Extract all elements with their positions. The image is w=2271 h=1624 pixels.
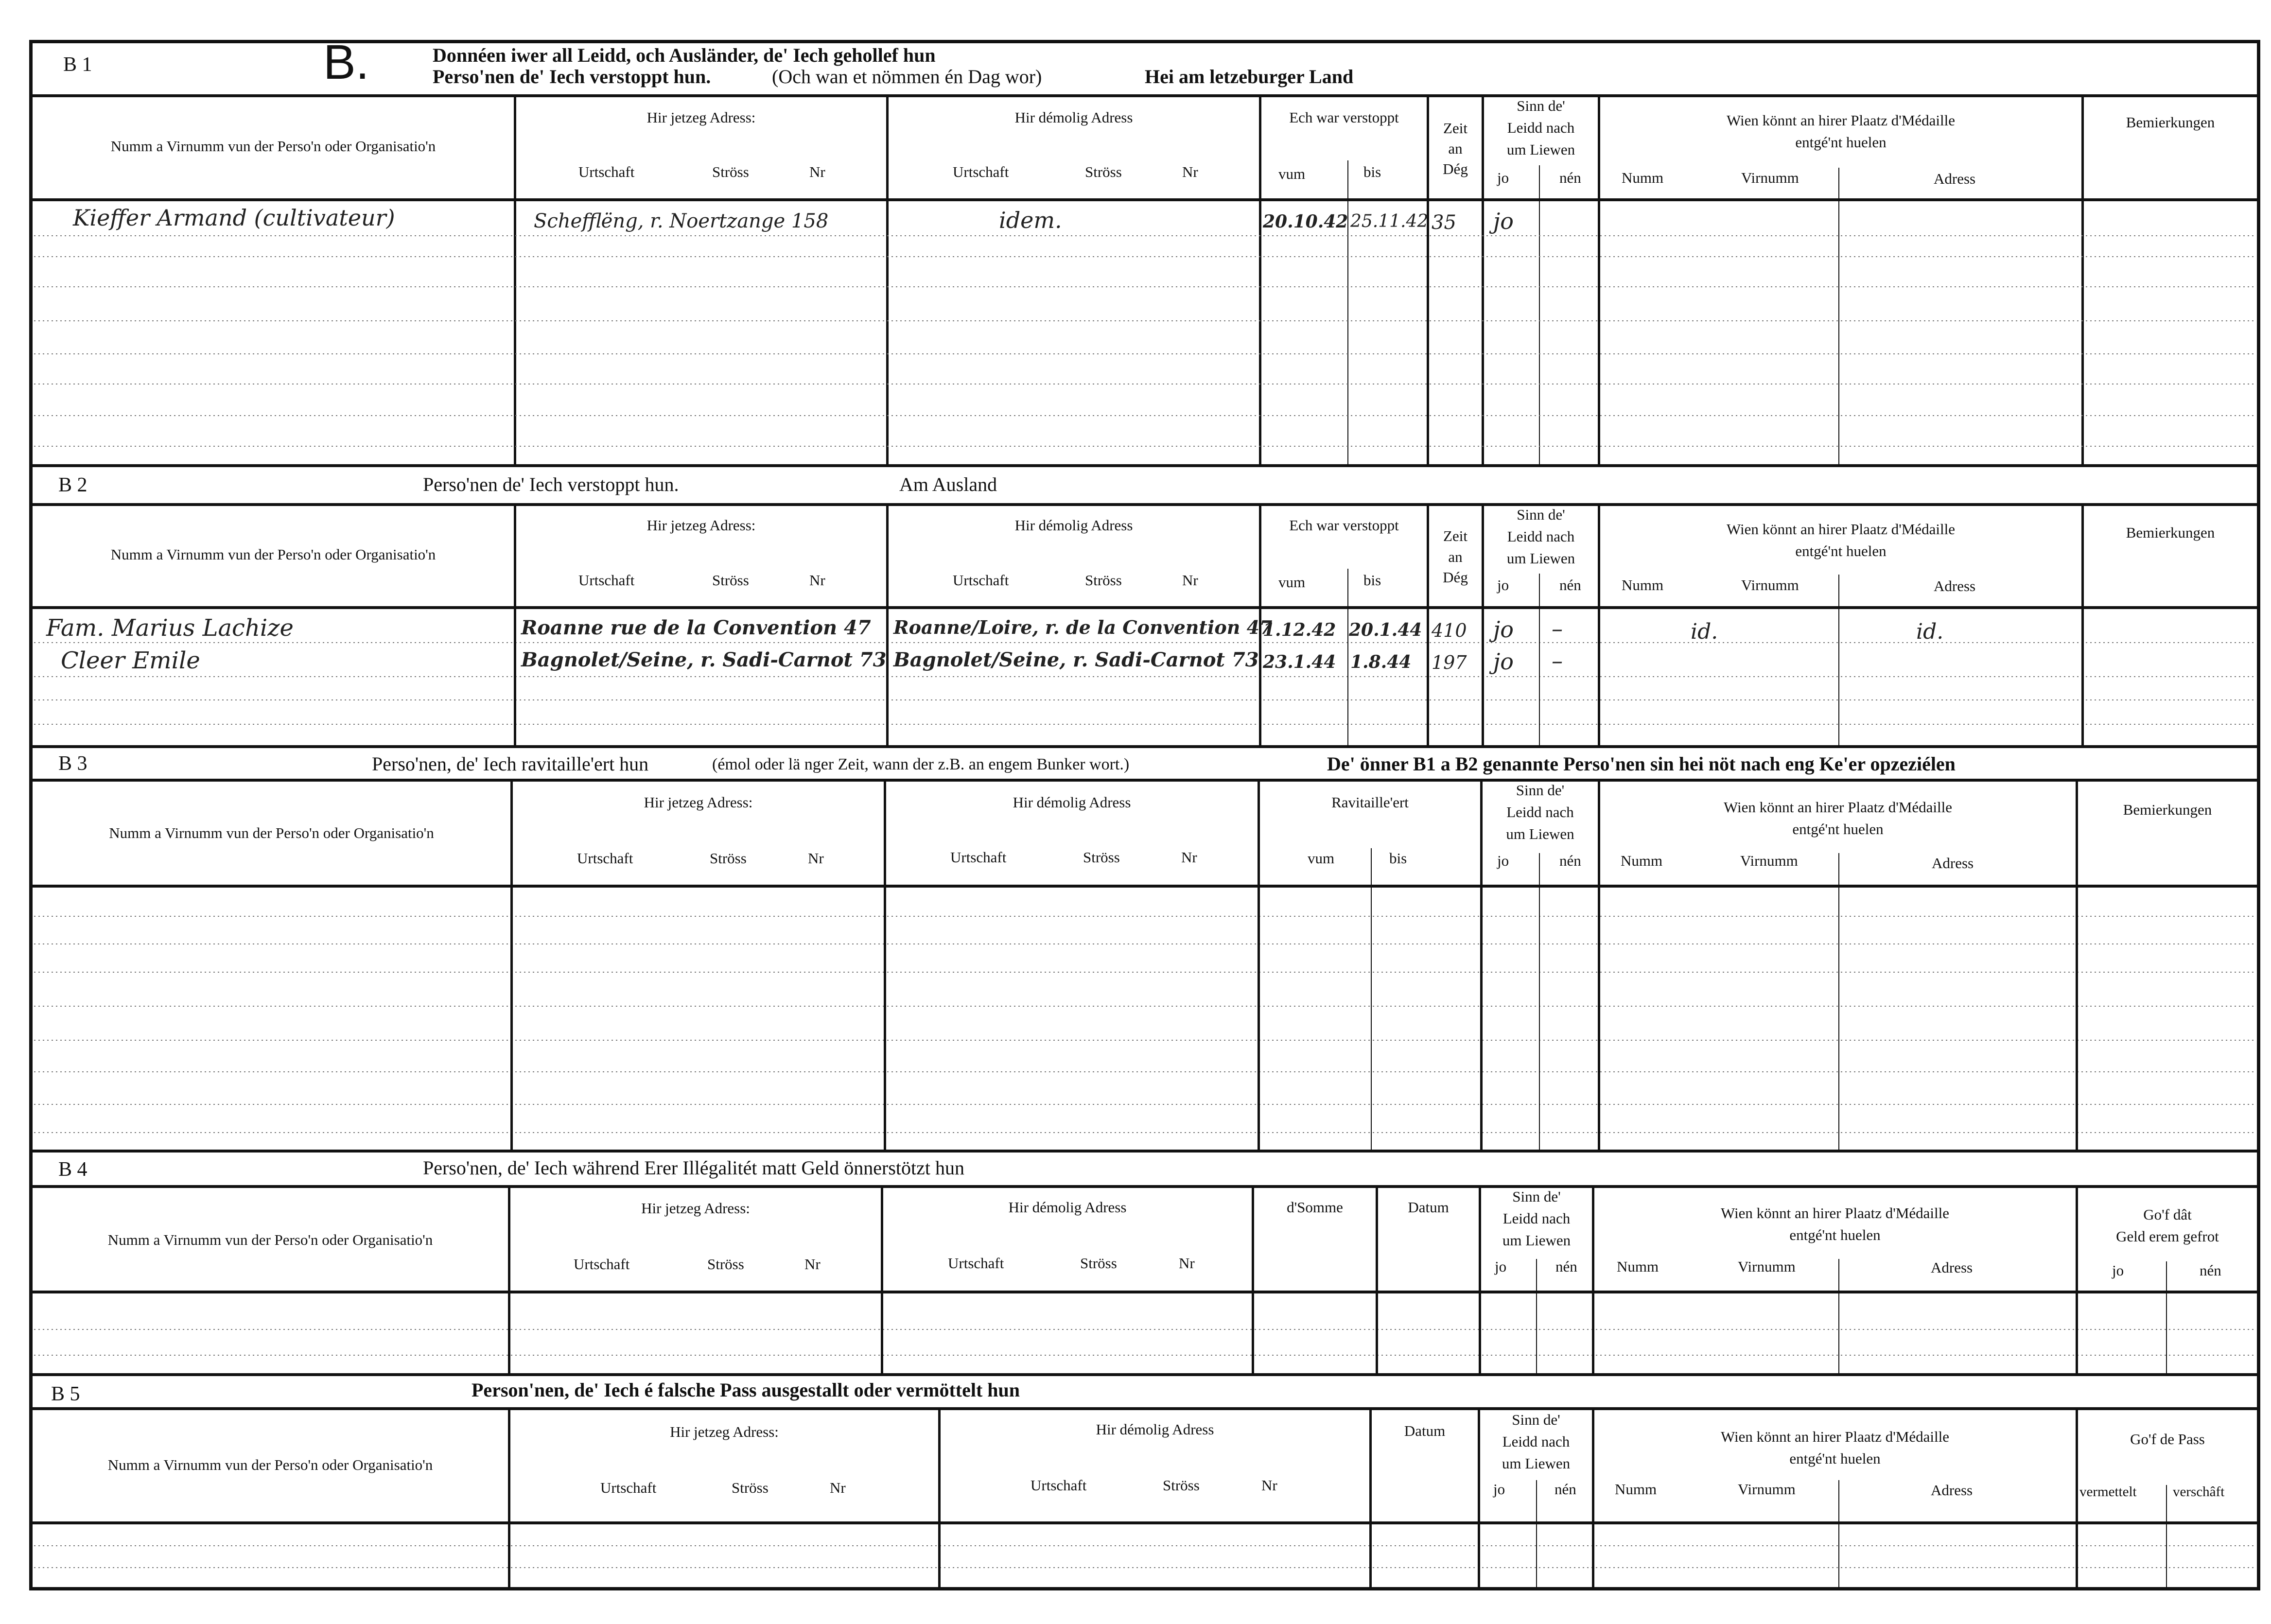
b1-header-sinn-2: Leidd nach	[1507, 119, 1575, 136]
b1-title-paren: (Och wan et nömmen én Dag wor)	[772, 66, 1042, 87]
b3-header-vum: vum	[1308, 850, 1335, 867]
b2-sub-divider	[1838, 575, 1839, 747]
b2-header-stross-2: Ströss	[1085, 572, 1122, 589]
b2-header-sinn-1: Sinn de'	[1517, 506, 1565, 523]
b5-header-urtschaft-2: Urtschaft	[1031, 1477, 1087, 1494]
b2-header-zeit-an: an	[1448, 548, 1463, 565]
b3-title-note: De' önner B1 a B2 genannte Perso'nen sin hei nöt nach eng Ke'er opzeziélen	[1327, 753, 1956, 775]
b2-col-divider	[514, 503, 516, 747]
b1-letter: B.	[323, 35, 369, 89]
b1-header-nr-2: Nr	[1182, 163, 1198, 180]
b1-row1-bis: 25.11.42	[1350, 211, 1429, 231]
b4-header-gof-geld-2: Geld erem gefrot	[2116, 1228, 2219, 1245]
b3-col-divider	[2076, 779, 2078, 1151]
b1-row1-vum: 20.10.42	[1263, 211, 1348, 232]
b4-header-nr: Nr	[804, 1256, 821, 1273]
b4-header-sinn-2: Leidd nach	[1502, 1210, 1571, 1227]
b4-bottom-rule	[29, 1373, 2260, 1376]
b4-header-nr-2: Nr	[1179, 1255, 1195, 1272]
b1-header-nen: nén	[1559, 169, 1581, 186]
b1-header-bis: bis	[1363, 163, 1381, 180]
b2-code: B 2	[58, 474, 87, 496]
b1-row1-former: idem.	[999, 207, 1062, 233]
b5-header-nr-2: Nr	[1261, 1477, 1277, 1494]
b2-row1-bis: 20.1.44	[1349, 620, 1422, 640]
b2-header-current-address: Hir jetzeg Adress:	[646, 517, 756, 534]
b1-header-hidden: Ech war verstoppt	[1289, 109, 1399, 126]
b2-title: Perso'nen de' Iech verstoppt hun.	[423, 473, 679, 495]
b3-header-name: Numm a Virnumm vun der Perso'n oder Organisatio'n	[109, 824, 434, 841]
b4-sub-divider	[1536, 1259, 1537, 1375]
b5-code: B 5	[51, 1383, 80, 1405]
b2-header-name: Numm a Virnumm vun der Perso'n oder Organisatio'n	[110, 546, 436, 563]
b3-col-divider	[510, 779, 513, 1151]
b2-header-adress: Adress	[1934, 577, 1976, 594]
b3-header-adress: Adress	[1932, 855, 1974, 872]
b1-row1-jo: jo	[1493, 208, 1514, 234]
b2-col-divider	[886, 503, 889, 747]
b3-header-ravitaille: Ravitaille'ert	[1331, 794, 1409, 811]
b3-code: B 3	[58, 752, 87, 775]
b1-header-medal-2: entgé'nt huelen	[1795, 134, 1887, 151]
b2-header-numm: Numm	[1622, 576, 1664, 594]
b5-header-nen: nén	[1555, 1481, 1576, 1498]
b3-header-nr-2: Nr	[1181, 849, 1197, 866]
b2-header-sinn-2: Leidd nach	[1507, 528, 1575, 545]
b1-title-land: Hei am letzeburger Land	[1145, 66, 1354, 87]
b1-header-urtschaft: Urtschaft	[578, 163, 635, 180]
b3-header-nr: Nr	[808, 850, 824, 867]
b4-header-sinn-3: um Liewen	[1502, 1232, 1571, 1249]
b3-sub-divider	[1371, 848, 1372, 1151]
b5-header-numm: Numm	[1615, 1481, 1657, 1498]
b5-header-sinn-3: um Liewen	[1502, 1455, 1571, 1472]
b2-row2-former: Bagnolet/Seine, r. Sadi-Carnot 73	[893, 648, 1259, 671]
b4-sub-divider	[2166, 1261, 2167, 1375]
b4-header-top-rule	[29, 1185, 2260, 1188]
b2-row2-current: Bagnolet/Seine, r. Sadi-Carnot 73	[521, 648, 887, 671]
b1-header-name: Numm a Virnumm vun der Perso'n oder Organisatio'n	[110, 138, 436, 155]
b3-sub-divider	[1539, 853, 1540, 1151]
b2-header-bis: bis	[1363, 572, 1381, 589]
b3-header-current-address: Hir jetzeg Adress:	[644, 794, 753, 811]
b2-row1-nen: –	[1552, 615, 1563, 642]
b4-header-medal-1: Wien könnt an hirer Plaatz d'Médaille	[1720, 1205, 1950, 1222]
b2-header-hidden: Ech war verstoppt	[1289, 517, 1399, 534]
b1-header-zeit: Zeit	[1443, 120, 1467, 137]
b3-header-bis: bis	[1389, 850, 1407, 867]
b5-title: Person'nen, de' Iech é falsche Pass ausgestallt oder vermöttelt hun	[472, 1379, 1020, 1401]
b4-code: B 4	[58, 1158, 87, 1181]
b3-title: Perso'nen, de' Iech ravitaille'ert hun	[372, 753, 649, 775]
b4-header-former-address: Hir démolig Adress	[1008, 1199, 1127, 1216]
b5-header-current-address: Hir jetzeg Adress:	[670, 1423, 779, 1440]
b5-header-adress: Adress	[1931, 1482, 1973, 1499]
b1-header-numm: Numm	[1622, 169, 1664, 186]
b2-sub-divider	[1539, 574, 1540, 747]
b4-header-adress: Adress	[1931, 1259, 1973, 1276]
b2-row2-jo: jo	[1493, 648, 1514, 675]
b3-header-stross: Ströss	[710, 850, 747, 867]
b2-header-zeit: Zeit	[1443, 527, 1467, 544]
b2-header-jo: jo	[1497, 576, 1509, 594]
b5-header-sinn-2: Leidd nach	[1502, 1433, 1570, 1450]
b1-row1-days: 35	[1432, 211, 1456, 234]
b3-header-top-rule	[29, 779, 2260, 782]
b4-header-bottom-rule	[29, 1291, 2260, 1293]
b2-row2-vum: 23.1.44	[1263, 652, 1336, 672]
b1-header-stross: Ströss	[712, 163, 749, 180]
b4-header-virnumm: Virnumm	[1738, 1258, 1796, 1275]
b3-header-urtschaft: Urtschaft	[577, 850, 633, 867]
b3-header-sinn-2: Leidd nach	[1506, 803, 1574, 821]
b5-header-gof-pass: Go'f de Pass	[2130, 1431, 2205, 1448]
b2-header-zeit-deg: Dég	[1443, 569, 1468, 586]
b5-header-jo: jo	[1493, 1481, 1505, 1498]
b3-header-medal-2: entgé'nt huelen	[1792, 821, 1884, 838]
b2-row2-bis: 1.8.44	[1350, 652, 1412, 672]
b3-bottom-rule	[29, 1150, 2260, 1153]
b2-row1-medal-adress: id.	[1916, 619, 1944, 644]
b1-row1-name: Kieffer Armand (cultivateur)	[73, 205, 395, 231]
b3-title-paren: (émol oder lä nger Zeit, wann der z.B. an engem Bunker wort.)	[712, 755, 1130, 773]
b5-header-vermettelt: vermettelt	[2079, 1484, 2137, 1500]
b3-header-former-address: Hir démolig Adress	[1013, 794, 1131, 811]
b1-title-line2: Perso'nen de' Iech verstoppt hun.	[433, 66, 711, 87]
b1-code: B 1	[63, 53, 92, 76]
b3-header-sinn-1: Sinn de'	[1516, 782, 1565, 799]
b4-header-numm: Numm	[1617, 1258, 1659, 1275]
b2-header-remarks: Bemierkungen	[2126, 524, 2215, 541]
b4-header-urtschaft-2: Urtschaft	[948, 1255, 1004, 1272]
b5-sub-divider	[1838, 1480, 1839, 1589]
b2-sub-divider	[1347, 569, 1348, 747]
b4-header-sinn-1: Sinn de'	[1512, 1188, 1561, 1205]
b1-header-sinn-1: Sinn de'	[1517, 97, 1565, 114]
b1-row1-current: Schefflëng, r. Noertzange 158	[534, 210, 829, 232]
b2-header-urtschaft: Urtschaft	[578, 572, 635, 589]
b2-title-right: Am Ausland	[899, 473, 997, 495]
b2-header-nen: nén	[1559, 576, 1581, 594]
b4-header-datum: Datum	[1408, 1199, 1449, 1216]
b1-header-vum: vum	[1278, 165, 1306, 182]
b3-col-divider	[884, 779, 886, 1151]
b3-header-jo: jo	[1497, 852, 1509, 869]
b3-header-urtschaft-2: Urtschaft	[950, 849, 1007, 866]
b2-row1-former: Roanne/Loire, r. de la Convention 47	[893, 616, 1273, 638]
b5-header-stross: Ströss	[732, 1479, 769, 1496]
b1-header-sinn-3: um Liewen	[1506, 141, 1575, 158]
b3-header-virnumm: Virnumm	[1740, 852, 1798, 869]
b4-header-urtschaft: Urtschaft	[574, 1256, 630, 1273]
b4-header-current-address: Hir jetzeg Adress:	[641, 1200, 750, 1217]
b5-header-verschaft: verschâft	[2173, 1484, 2225, 1500]
b2-header-nr: Nr	[809, 572, 825, 589]
b2-bottom-rule	[29, 745, 2260, 748]
b1-header-urtschaft-2: Urtschaft	[953, 163, 1009, 180]
b2-header-bottom-rule	[29, 606, 2260, 609]
b4-header-stross: Ströss	[707, 1256, 744, 1273]
b5-header-stross-2: Ströss	[1163, 1477, 1200, 1494]
b1-header-medal-1: Wien könnt an hirer Plaatz d'Médaille	[1726, 112, 1956, 129]
b5-header-datum: Datum	[1404, 1422, 1446, 1439]
b2-row1-days: 410	[1432, 620, 1467, 641]
b2-row1-vum: 1.12.42	[1263, 620, 1336, 640]
b5-header-former-address: Hir démolig Adress	[1096, 1421, 1214, 1438]
b4-header-stross-2: Ströss	[1080, 1255, 1117, 1272]
b4-header-medal-2: entgé'nt huelen	[1789, 1226, 1881, 1243]
b1-header-remarks: Bemierkungen	[2126, 114, 2215, 131]
b1-header-jo: jo	[1497, 169, 1509, 186]
b2-header-vum: vum	[1278, 574, 1306, 591]
b3-header-stross-2: Ströss	[1083, 849, 1120, 866]
b1-header-zeit-an: an	[1448, 140, 1463, 157]
b1-header-virnumm: Virnumm	[1741, 169, 1799, 186]
b2-row1-current: Roanne rue de la Convention 47	[521, 616, 871, 639]
b4-title: Perso'nen, de' Iech während Erer Illégalitét matt Geld önnerstötzt hun	[423, 1157, 965, 1179]
b5-header-nr: Nr	[830, 1479, 846, 1496]
b3-col-divider	[1258, 779, 1260, 1151]
b1-header-adress: Adress	[1934, 170, 1976, 187]
b4-header-nen: nén	[1555, 1258, 1577, 1275]
b4-sub-divider	[1838, 1259, 1839, 1375]
b3-header-numm: Numm	[1621, 852, 1663, 869]
b5-sub-divider	[1536, 1480, 1537, 1589]
b2-header-sinn-3: um Liewen	[1506, 550, 1575, 567]
b2-header-former-address: Hir démolig Adress	[1014, 517, 1133, 534]
b5-header-medal-2: entgé'nt huelen	[1789, 1450, 1881, 1467]
b1-header-former-address: Hir démolig Adress	[1014, 109, 1133, 126]
b1-header-nr: Nr	[809, 163, 825, 180]
b5-header-name: Numm a Virnumm vun der Perso'n oder Organisatio'n	[107, 1456, 433, 1473]
b1-header-zeit-deg: Dég	[1443, 160, 1468, 177]
b2-row1-jo: jo	[1493, 616, 1514, 643]
b2-col-divider	[1598, 503, 1600, 747]
b4-header-gof-geld-1: Go'f dât	[2143, 1206, 2192, 1223]
b5-header-medal-1: Wien könnt an hirer Plaatz d'Médaille	[1720, 1428, 1950, 1445]
b5-header-urtschaft: Urtschaft	[600, 1479, 657, 1496]
b3-header-remarks: Bemierkungen	[2123, 801, 2212, 818]
b4-header-jo-2: jo	[2112, 1262, 2124, 1279]
b2-row2-days: 197	[1432, 652, 1467, 673]
b1-header-stross-2: Ströss	[1085, 163, 1122, 180]
b1-header-current-address: Hir jetzeg Adress:	[646, 109, 756, 126]
b3-header-medal-1: Wien könnt an hirer Plaatz d'Médaille	[1723, 799, 1953, 816]
b1-title-line1: Donnéen iwer all Leidd, och Ausländer, de' Iech gehollef hun	[433, 44, 936, 66]
b4-header-name: Numm a Virnumm vun der Perso'n oder Organisatio'n	[107, 1231, 433, 1248]
b5-header-bottom-rule	[29, 1521, 2260, 1524]
b5-header-sinn-1: Sinn de'	[1512, 1411, 1560, 1428]
b5-sub-divider	[2166, 1485, 2167, 1589]
b4-header-nen-2: nén	[2200, 1262, 2221, 1279]
b3-header-nen: nén	[1559, 852, 1581, 869]
b2-header-nr-2: Nr	[1182, 572, 1198, 589]
b2-header-medal-2: entgé'nt huelen	[1795, 542, 1887, 559]
b4-header-jo: jo	[1495, 1258, 1507, 1275]
b3-header-sinn-3: um Liewen	[1506, 825, 1574, 842]
b2-header-medal-1: Wien könnt an hirer Plaatz d'Médaille	[1726, 521, 1956, 538]
b2-header-urtschaft-2: Urtschaft	[953, 572, 1009, 589]
b2-row1-name: Fam. Marius Lachize	[46, 614, 294, 642]
b5-header-virnumm: Virnumm	[1738, 1481, 1796, 1498]
b2-row1-medal-numm: id.	[1691, 619, 1718, 644]
b5-header-top-rule	[29, 1407, 2260, 1410]
b2-row2-nen: –	[1552, 647, 1563, 674]
b3-header-bottom-rule	[29, 885, 2260, 888]
b2-row2-name: Cleer Emile	[61, 647, 200, 674]
b2-header-stross: Ströss	[712, 572, 749, 589]
b3-sub-divider	[1838, 853, 1839, 1151]
b2-header-virnumm: Virnumm	[1741, 576, 1799, 594]
b2-header-top-rule	[29, 503, 2260, 506]
b4-header-somme: d'Somme	[1287, 1199, 1343, 1216]
